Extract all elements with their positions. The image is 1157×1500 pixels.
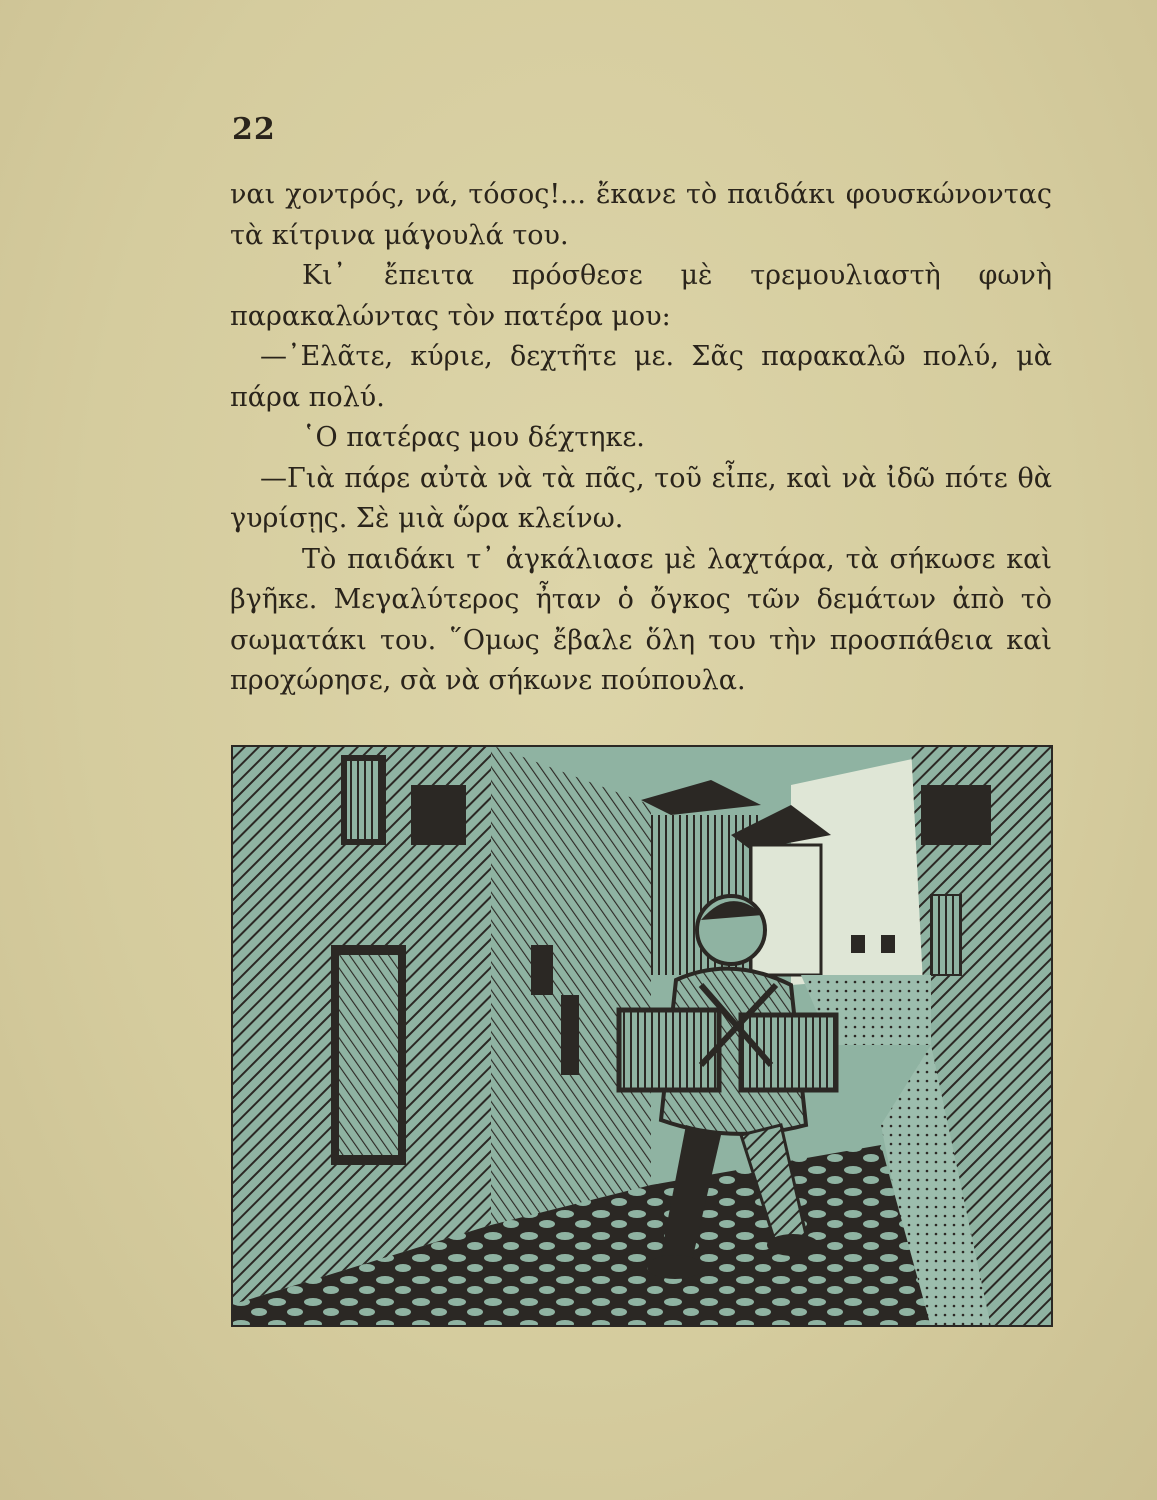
illustration-drawing bbox=[231, 745, 1053, 1327]
paragraph-1: ναι χοντρός, νά, τόσος!... ἔκανε τὸ παιδάκι φουσκώνοντας τὰ κίτρινα μάγουλά του. bbox=[230, 179, 1052, 251]
page-number: 22 bbox=[232, 112, 276, 147]
paragraph-6: Τὸ παιδάκι τ᾽ ἀγκάλιασε μὲ λαχτάρα, τὰ σήκωσε καὶ βγῆκε. Μεγαλύτερος ἦταν ὁ ὄγκος τῶν δεμάτων ἀπὸ τὸ σωματάκι του. ῞Ομως ἔβαλε ὅλη του τὴν προσπάθεια καὶ προχώρησε, σὰ νὰ σήκωνε πούπουλα. bbox=[230, 543, 1052, 696]
body-text bbox=[230, 175, 1052, 702]
paragraph-3: —᾽Ελᾶτε, κύριε, δεχτῆτε με. Σᾶς παρακαλῶ πολύ, μὰ πάρα πολύ. bbox=[230, 341, 1052, 413]
paragraph-4: ῾Ο πατέρας μου δέχτηκε. bbox=[302, 422, 645, 453]
street-illustration bbox=[231, 745, 1053, 1327]
paragraph-2: Κι᾽ ἔπειτα πρόσθεσε μὲ τρεμουλιαστὴ φωνὴ παρακαλώντας τὸν πατέρα μου: bbox=[230, 260, 1052, 332]
paragraph-5: —Γιὰ πάρε αὐτὰ νὰ τὰ πᾶς, τοῦ εἶπε, καὶ νὰ ἰδῶ πότε θὰ γυρίσῃς. Σὲ μιὰ ὥρα κλείνω. bbox=[230, 462, 1052, 534]
